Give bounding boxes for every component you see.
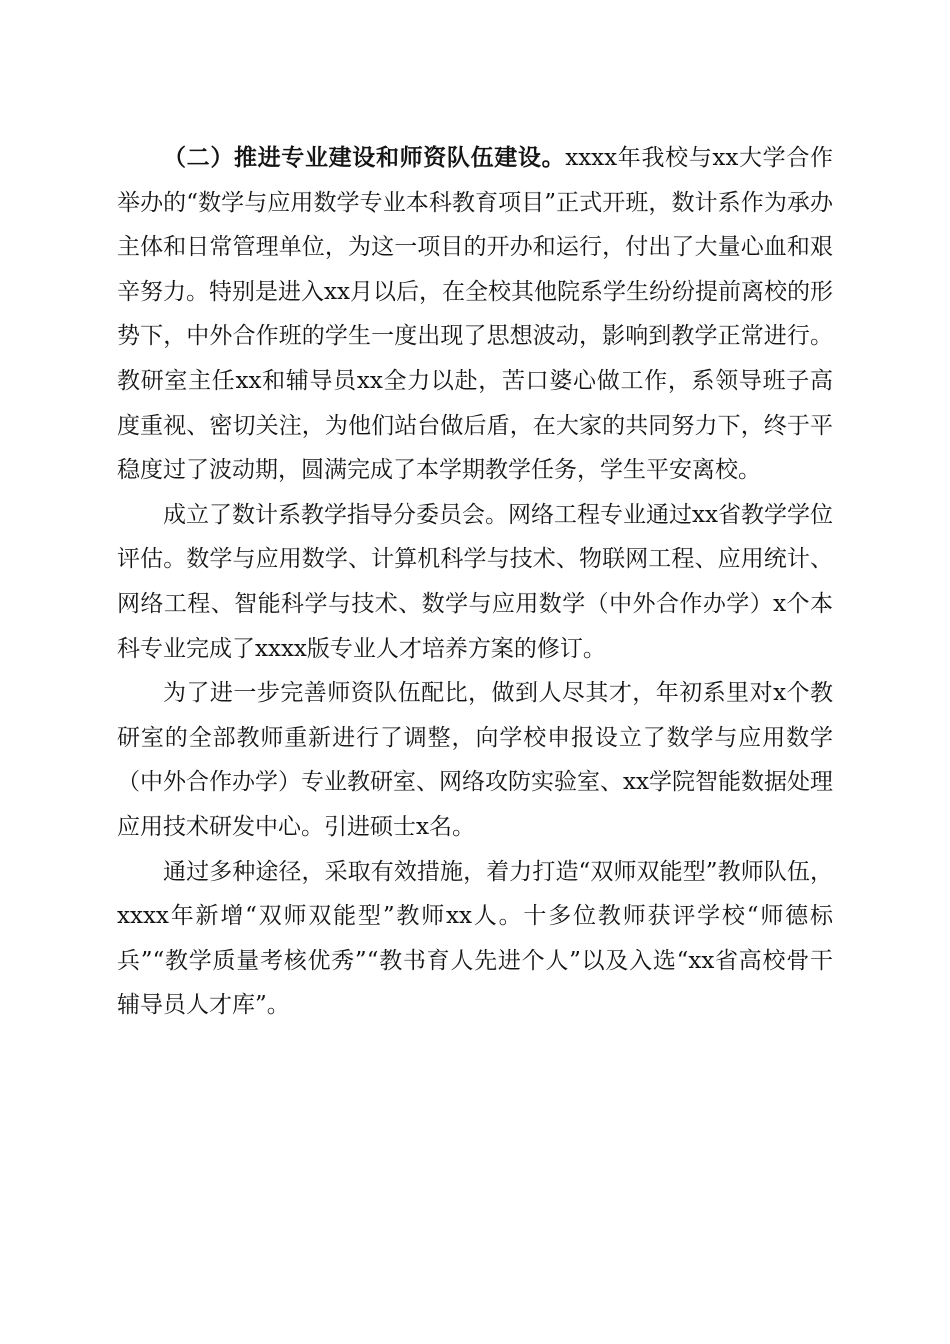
section-heading: （二）推进专业建设和师资队伍建设。 (163, 144, 566, 171)
paragraph-teaching-committee (117, 493, 833, 671)
paragraph-professional-construction (117, 136, 833, 493)
paragraph-text: 通过多种途径，采取有效措施，着力打造“双师双能型”教师队伍，xxxx年新增“双师双能型”教师xx人。十多位教师获评学校“师德标兵”“教学质量考核优秀”“教书育人先进个人”以及入选“xx省高校骨干辅导员人才库”。 (117, 858, 833, 1019)
paragraph-text: xxxx年我校与xx大学合作举办的“数学与应用数学专业本科教育项目”正式开班，数计系作为承办主体和日常管理单位，为这一项目的开办和运行，付出了大量心血和艰辛努力。特别是进入xx月以后，在全校其他院系学生纷纷提前离校的形势下，中外合作班的学生一度出现了思想波动，影响到教学正常进行。教研室主任xx和辅导员xx全力以赴，苦口婆心做工作，系领导班子高度重视、密切关注，为他们站台做后盾，在大家的共同努力下，终于平稳度过了波动期，圆满完成了本学期教学任务，学生平安离校。 (117, 145, 834, 484)
paragraph-faculty-adjustment (117, 671, 833, 849)
paragraph-text: 为了进一步完善师资队伍配比，做到人尽其才，年初系里对x个教研室的全部教师重新进行了调整，向学校申报设立了数学与应用数学（中外合作办学）专业教研室、网络攻防实验室、xx学院智能数据处理应用技术研发中心。引进硕士x名。 (117, 680, 833, 840)
paragraph-text: 成立了数计系教学指导分委员会。网络工程专业通过xx省教学学位评估。数学与应用数学、计算机科学与技术、物联网工程、应用统计、网络工程、智能科学与技术、数学与应用数学（中外合作办学）x个本科专业完成了xxxx版专业人才培养方案的修订。 (117, 501, 833, 662)
document-body (117, 136, 833, 1028)
paragraph-dual-qualified-teachers (117, 850, 833, 1028)
